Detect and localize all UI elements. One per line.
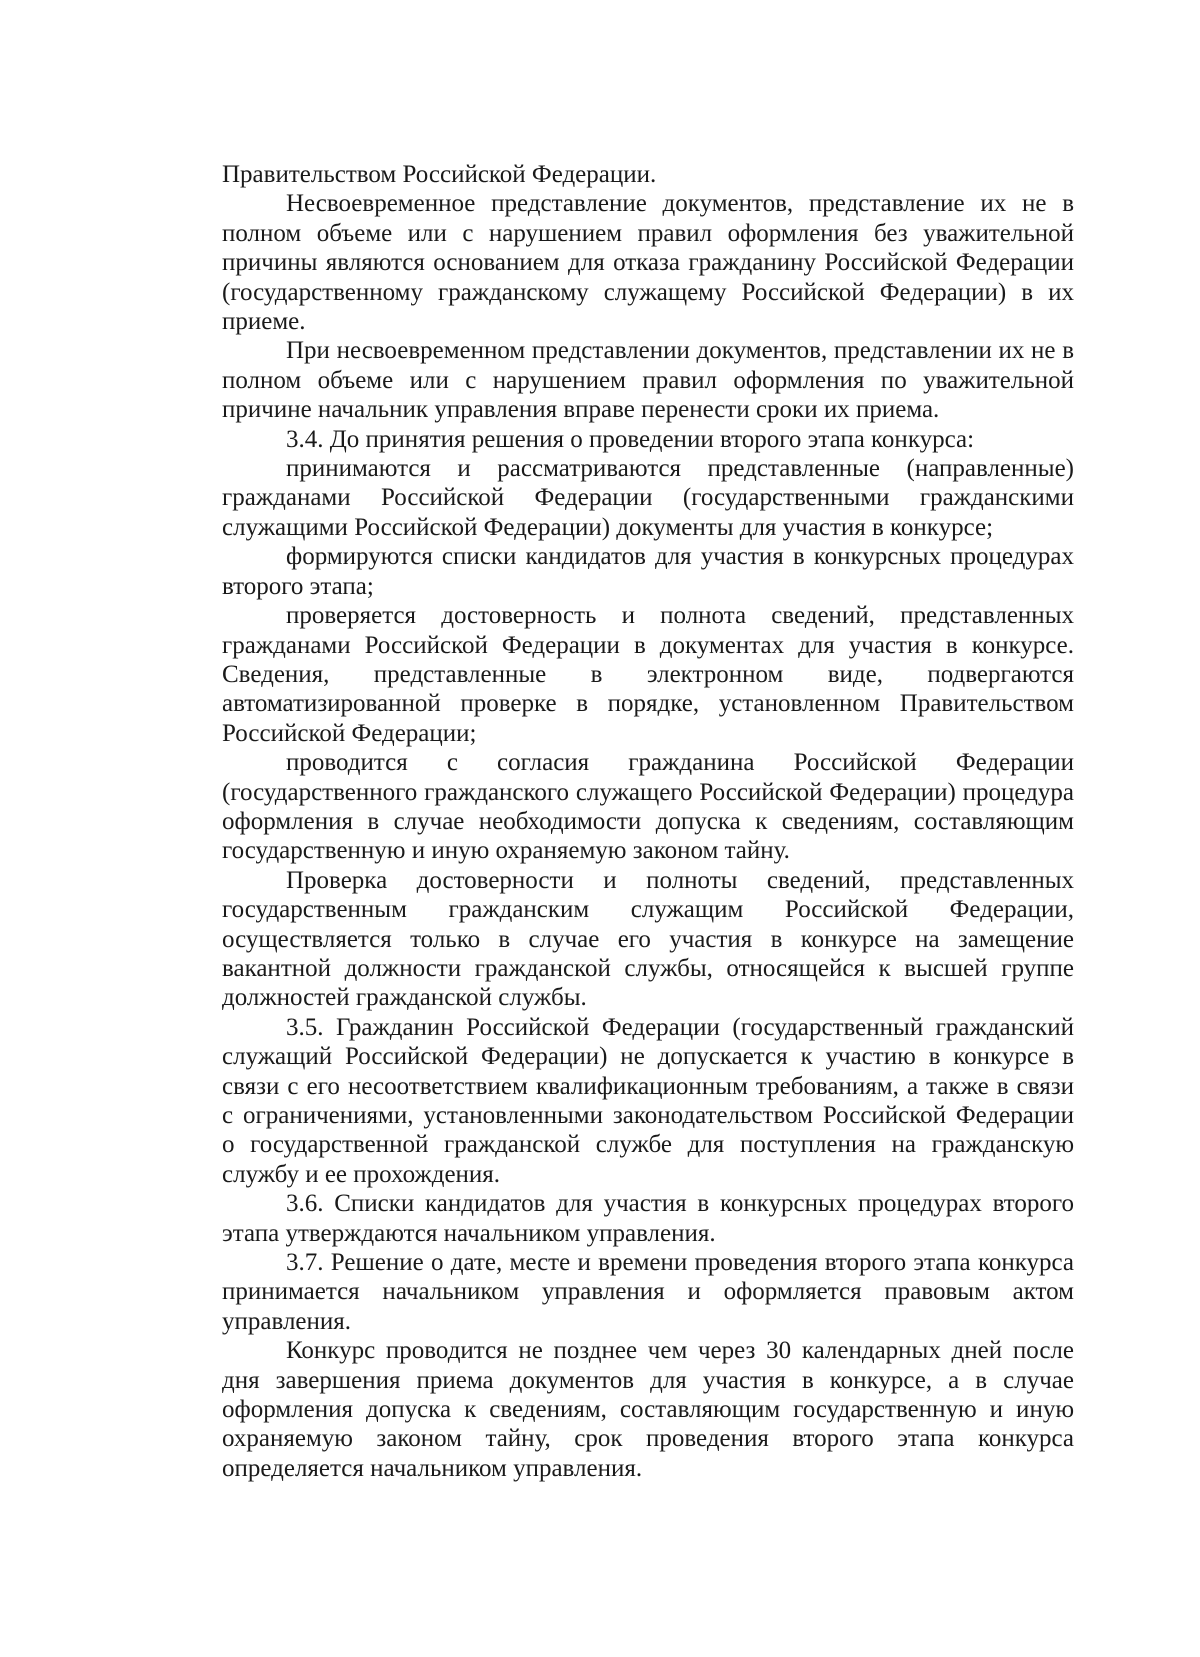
paragraph-3-4-item-3: проверяется достоверность и полнота сведений, представленных гражданами Российской Федерации в документах для участия в конкурсе. Сведения, представленные в электронном виде, подвергаются автоматизированной проверке в порядке, установленном Правительством Российской Федерации;	[222, 602, 1074, 747]
paragraph-3-4-item-4: проводится с согласия гражданина Российской Федерации (государственного гражданского служащего Российской Федерации) процедура оформления в случае необходимости допуска к сведениям, составляющим государственную и иную охраняемую законом тайну.	[222, 749, 1074, 865]
paragraph-valid-reason: При несвоевременном представлении документов, представлении их не в полном объеме или с нарушением правил оформления по уважительной причине начальник управления вправе перенести сроки их приема.	[222, 337, 1074, 424]
paragraph-contest-deadline: Конкурс проводится не позднее чем через 30 календарных дней после дня завершения приема документов для участия в конкурсе, а в случае оформления допуска к сведениям, составляющим государственную и иную охраняемую законом тайну, срок проведения второго этапа конкурса определяется начальником управления.	[222, 1337, 1074, 1482]
paragraph-3-4: 3.4. До принятия решения о проведении второго этапа конкурса:	[286, 425, 975, 453]
paragraph-verification: Проверка достоверности и полноты сведений, представленных государственным гражданским служащим Российской Федерации, осуществляется только в случае его участия в конкурсе на замещение вакантной должности гражданской службы, относящейся к высшей группе должностей гражданской службы.	[222, 866, 1074, 1012]
paragraph-3-4-item-1: принимаются и рассматриваются представленные (направленные) гражданами Российской Федерации (государственными гражданскими служащими Российской Федерации) документы для участия в конкурсе;	[222, 455, 1074, 541]
paragraph-3-7: 3.7. Решение о дате, месте и времени проведения второго этапа конкурса принимается начальником управления и оформляется правовым актом управления.	[222, 1249, 1074, 1335]
paragraph-late-submission: Несвоевременное представление документов, представление их не в полном объеме или с нарушением правил оформления без уважительной причины являются основанием для отказа гражданину Российской Федерации (государственному гражданскому служащему Российской Федерации) в их приеме.	[222, 190, 1074, 336]
paragraph-3-5: 3.5. Гражданин Российской Федерации (государственный гражданский служащий Российской Федерации) не допускается к участию в конкурсе в связи с его несоответствием квалификационным требованиям, а также в связи с ограничениями, установленными законодательством Российской Федерации о государственной гражданской службе для поступления на гражданскую службу и ее прохождения.	[222, 1013, 1074, 1188]
document-body	[222, 160, 1074, 1483]
paragraph-3-4-item-2: формируются списки кандидатов для участия в конкурсных процедурах второго этапа;	[222, 543, 1074, 600]
paragraph-continuation: Правительством Российской Федерации.	[222, 161, 657, 188]
paragraph-3-6: 3.6. Списки кандидатов для участия в конкурсных процедурах второго этапа утверждаются начальником управления.	[222, 1190, 1074, 1247]
